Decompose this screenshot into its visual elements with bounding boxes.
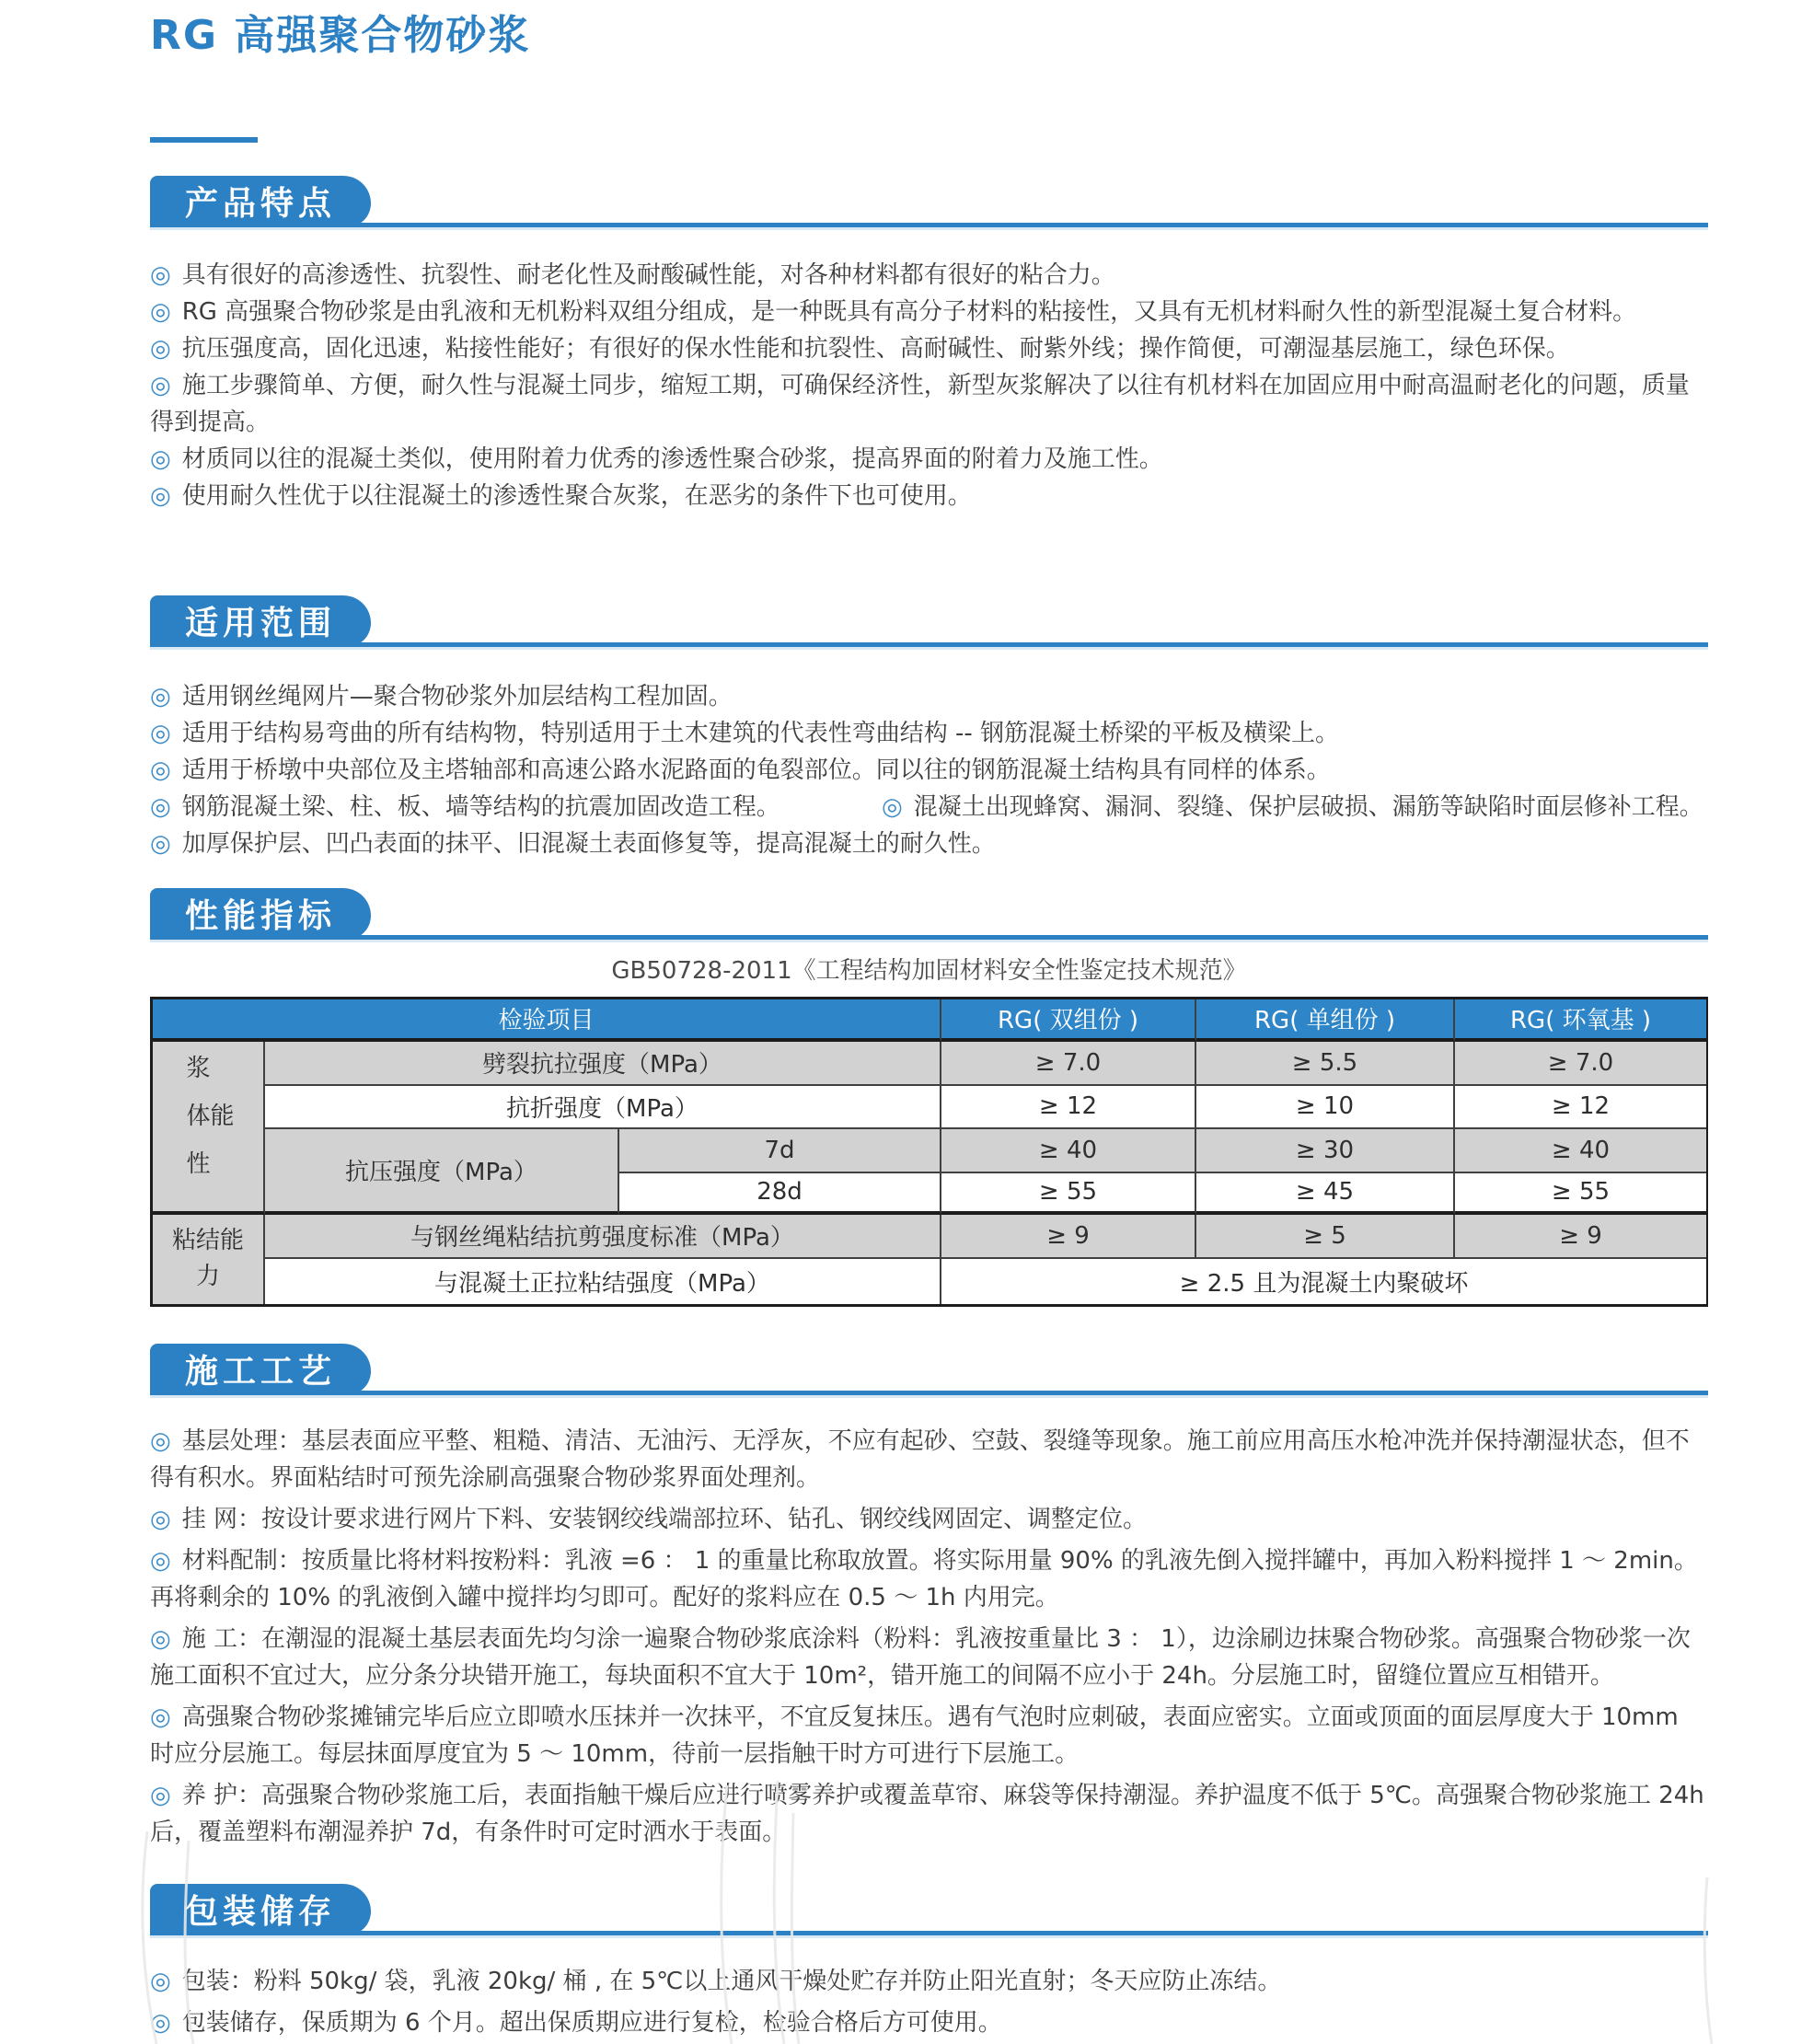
process-list — [150, 1423, 1708, 1851]
row-shear-label: 与钢丝绳粘结抗剪强度标准（MPa） — [265, 1215, 941, 1259]
bullet-icon: ◎ — [150, 1967, 171, 1995]
table-group-slurry-performance — [153, 1042, 265, 1215]
scope-text: 混凝土出现蜂窝、漏洞、裂缝、保护层破损、漏筋等缺陷时面层修补工程。 — [913, 792, 1703, 821]
group-label-text: 粘结能力 — [171, 1227, 244, 1291]
process-text: 基层处理：基层表面应平整、粗糙、清洁、无油污、无浮灰，不应有起砂、空鼓、裂缝等现象。施工前应用高压水枪冲洗并保持潮湿状态，但不得有积水。界面粘结时可预先涂刷高强聚合物砂浆界面处理剂。 — [150, 1426, 1690, 1492]
bullet-icon: ◎ — [150, 1505, 171, 1533]
feature-text: 使用耐久性优于以往混凝土的渗透性聚合灰浆，在恶劣的条件下也可使用。 — [181, 481, 972, 510]
feature-text: 抗压强度高，固化迅速，粘接性能好；有很好的保水性能和抗裂性、高耐碱性、耐紫外线；操作简便，可潮湿基层施工，绿色环保。 — [181, 334, 1570, 363]
section-rule-light — [150, 647, 1708, 650]
bullet-icon: ◎ — [150, 756, 171, 784]
bullet-icon: ◎ — [150, 297, 171, 326]
feature-item — [150, 257, 1708, 294]
title-underline — [150, 137, 258, 143]
standard-reference: GB50728-2011《工程结构加固材料安全性鉴定技术规范》 — [611, 956, 1247, 985]
bullet-icon: ◎ — [150, 2008, 171, 2037]
row-split-tensile-v2: ≥ 5.5 — [1196, 1042, 1455, 1086]
table-header-rg-two-component: RG( 双组份 ) — [941, 999, 1196, 1042]
scope-text: 适用于结构易弯曲的所有结构物，特别适用于土木建筑的代表性弯曲结构 -- 钢筋混凝土桥梁的平板及横梁上。 — [181, 719, 1339, 747]
bullet-icon: ◎ — [150, 334, 171, 363]
table-header-test-item: 检验项目 — [153, 999, 941, 1042]
section-rule-light — [150, 1935, 1708, 1938]
row-compressive-28d-v1: ≥ 55 — [941, 1173, 1196, 1215]
process-text: 材料配制：按质量比将材料按粉料：乳液 =6 ： 1 的重量比称取放置。将实际用量 90% 的乳液先倒入搅拌罐中，再加入粉料搅拌 1 ～ 2min。再将剩余的 10% 的乳液倒入罐中搅拌均匀即可。配好的浆料应在 0.5 ～ 1h 内用完。 — [150, 1546, 1698, 1611]
section-badge-features: 产品特点 — [150, 176, 371, 227]
section-badge-process: 施工工艺 — [150, 1344, 371, 1395]
scope-item — [150, 715, 1708, 752]
row-compressive-28d-v2: ≥ 45 — [1196, 1173, 1455, 1215]
process-item — [150, 1501, 1708, 1538]
group-label-text: 浆体性能 — [182, 1054, 234, 1198]
row-compressive-7d-v3: ≥ 40 — [1455, 1129, 1706, 1173]
section-header-process — [150, 1344, 1708, 1395]
row-compressive-28d-v3: ≥ 55 — [1455, 1173, 1706, 1215]
section-badge-scope: 适用范围 — [150, 595, 371, 647]
feature-item — [150, 441, 1708, 478]
section-rule-light — [150, 1395, 1708, 1398]
bullet-icon: ◎ — [150, 719, 171, 747]
packing-item — [150, 2004, 1708, 2041]
section-badge-packing: 包装储存 — [150, 1884, 371, 1935]
scope-item — [150, 678, 1708, 715]
scope-item — [150, 826, 1708, 862]
row-flexural-v1: ≥ 12 — [941, 1086, 1196, 1129]
scope-item — [150, 789, 882, 826]
section-badge-performance: 性能指标 — [150, 888, 371, 940]
scope-text: 适用于桥墩中央部位及主塔轴部和高速公路水泥路面的龟裂部位。同以往的钢筋混凝土结构具有同样的体系。 — [181, 756, 1331, 784]
process-text: 高强聚合物砂浆摊铺完毕后应立即喷水压抹并一次抹平，不宜反复抹压。遇有气泡时应刺破，表面应密实。立面或顶面的面层厚度大于 10mm 时应分层施工。每层抹面厚度宜为 5 ～ 10mm，待前一层指触干时方可进行下层施工。 — [150, 1703, 1679, 1768]
process-text: 挂 网：按设计要求进行网片下料、安装钢绞线端部拉环、钻孔、钢绞线网固定、调整定位。 — [181, 1505, 1147, 1533]
row-shear-v3: ≥ 9 — [1455, 1215, 1706, 1259]
feature-text: 施工步骤简单、方便，耐久性与混凝土同步，缩短工期，可确保经济性，新型灰浆解决了以往有机材料在加固应用中耐高温耐老化的问题，质量得到提高。 — [150, 371, 1690, 436]
row-flexural-label: 抗折强度（MPa） — [265, 1086, 941, 1129]
row-compressive-7d-sub: 7d — [619, 1129, 941, 1173]
section-rule-light — [150, 227, 1708, 230]
scope-item-pair — [150, 789, 1708, 826]
process-text: 养 护：高强聚合物砂浆施工后，表面指触干燥后应进行喷雾养护或覆盖草帘、麻袋等保持潮湿。养护温度不低于 5℃。高强聚合物砂浆施工 24h 后，覆盖塑料布潮湿养护 7d，有条件时可定时洒水于表面。 — [150, 1781, 1704, 1846]
bullet-icon: ◎ — [150, 1703, 171, 1731]
scope-text: 加厚保护层、凹凸表面的抹平、旧混凝土表面修复等，提高混凝土的耐久性。 — [181, 829, 996, 858]
section-header-features — [150, 176, 1708, 227]
performance-table — [150, 997, 1708, 1307]
feature-item — [150, 330, 1708, 367]
packing-list — [150, 1963, 1708, 2041]
bullet-icon: ◎ — [882, 792, 903, 821]
scope-list — [150, 678, 1708, 862]
row-pull-bond-label: 与混凝土正拉粘结强度（MPa） — [265, 1259, 941, 1304]
feature-item — [150, 478, 1708, 514]
process-item — [150, 1777, 1708, 1851]
feature-item — [150, 367, 1708, 441]
bullet-icon: ◎ — [150, 792, 171, 821]
section-header-packing — [150, 1884, 1708, 1935]
section-header-scope — [150, 595, 1708, 647]
process-item — [150, 1621, 1708, 1694]
bullet-icon: ◎ — [150, 682, 171, 710]
process-item — [150, 1699, 1708, 1773]
feature-text: 材质同以往的混凝土类似，使用附着力优秀的渗透性聚合砂浆，提高界面的附着力及施工性。 — [181, 445, 1163, 473]
document-body — [150, 0, 1708, 2041]
scope-text: 适用钢丝绳网片—聚合物砂浆外加层结构工程加固。 — [181, 682, 733, 710]
row-pull-bond-value: ≥ 2.5 且为混凝土内聚破坏 — [941, 1259, 1706, 1304]
bullet-icon: ◎ — [150, 829, 171, 858]
bullet-icon: ◎ — [150, 445, 171, 473]
row-split-tensile-v1: ≥ 7.0 — [941, 1042, 1196, 1086]
row-compressive-28d-sub: 28d — [619, 1173, 941, 1215]
bullet-icon: ◎ — [150, 481, 171, 510]
row-split-tensile-v3: ≥ 7.0 — [1455, 1042, 1706, 1086]
scope-item — [150, 752, 1708, 789]
row-shear-v1: ≥ 9 — [941, 1215, 1196, 1259]
bullet-icon: ◎ — [150, 1781, 171, 1809]
row-shear-v2: ≥ 5 — [1196, 1215, 1455, 1259]
scope-text: 钢筋混凝土梁、柱、板、墙等结构的抗震加固改造工程。 — [181, 792, 780, 821]
row-compressive-label: 抗压强度（MPa） — [265, 1129, 619, 1215]
row-split-tensile-label: 劈裂抗拉强度（MPa） — [265, 1042, 941, 1086]
process-text: 施 工：在潮湿的混凝土基层表面先均匀涂一遍聚合物砂浆底涂料（粉料：乳液按重量比 3 ： 1），边涂刷边抹聚合物砂浆。高强聚合物砂浆一次施工面积不宜过大，应分条分块错开施工，每块面积不宜大于 10m²，错开施工的间隔不应小于 24h。分层施工时，留缝位置应互相错开。 — [150, 1624, 1691, 1690]
table-header-rg-one-component: RG( 单组份 ) — [1196, 999, 1455, 1042]
section-header-performance — [150, 888, 1708, 940]
bullet-icon: ◎ — [150, 1546, 171, 1575]
process-item — [150, 1423, 1708, 1496]
row-flexural-v2: ≥ 10 — [1196, 1086, 1455, 1129]
bullet-icon: ◎ — [150, 1624, 171, 1653]
packing-text: 包装：粉料 50kg/ 袋，乳液 20kg/ 桶 , 在 5℃以上通风干燥处贮存并防止阳光直射；冬天应防止冻结。 — [181, 1967, 1282, 1995]
page-title: RG 高强聚合物砂浆 — [150, 12, 531, 59]
row-flexural-v3: ≥ 12 — [1455, 1086, 1706, 1129]
table-group-bond-capacity — [153, 1215, 265, 1304]
section-rule-light — [150, 940, 1708, 942]
process-item — [150, 1542, 1708, 1616]
table-header-rg-epoxy: RG( 环氧基 ) — [1455, 999, 1706, 1042]
packing-text: 包装储存，保质期为 6 个月。超出保质期应进行复检，检验合格后方可使用。 — [181, 2008, 1002, 2037]
feature-text: 具有很好的高渗透性、抗裂性、耐老化性及耐酸碱性能，对各种材料都有很好的粘合力。 — [181, 260, 1115, 289]
bullet-icon: ◎ — [150, 260, 171, 289]
feature-text: RG 高强聚合物砂浆是由乳液和无机粉料双组分组成，是一种既具有高分子材料的粘接性，又具有无机材料耐久性的新型混凝土复合材料。 — [181, 297, 1637, 326]
bullet-icon: ◎ — [150, 1426, 171, 1455]
row-compressive-7d-v1: ≥ 40 — [941, 1129, 1196, 1173]
bullet-icon: ◎ — [150, 371, 171, 399]
scope-item — [882, 789, 1703, 826]
feature-item — [150, 294, 1708, 330]
row-compressive-7d-v2: ≥ 30 — [1196, 1129, 1455, 1173]
packing-item — [150, 1963, 1708, 2000]
features-list — [150, 257, 1708, 514]
